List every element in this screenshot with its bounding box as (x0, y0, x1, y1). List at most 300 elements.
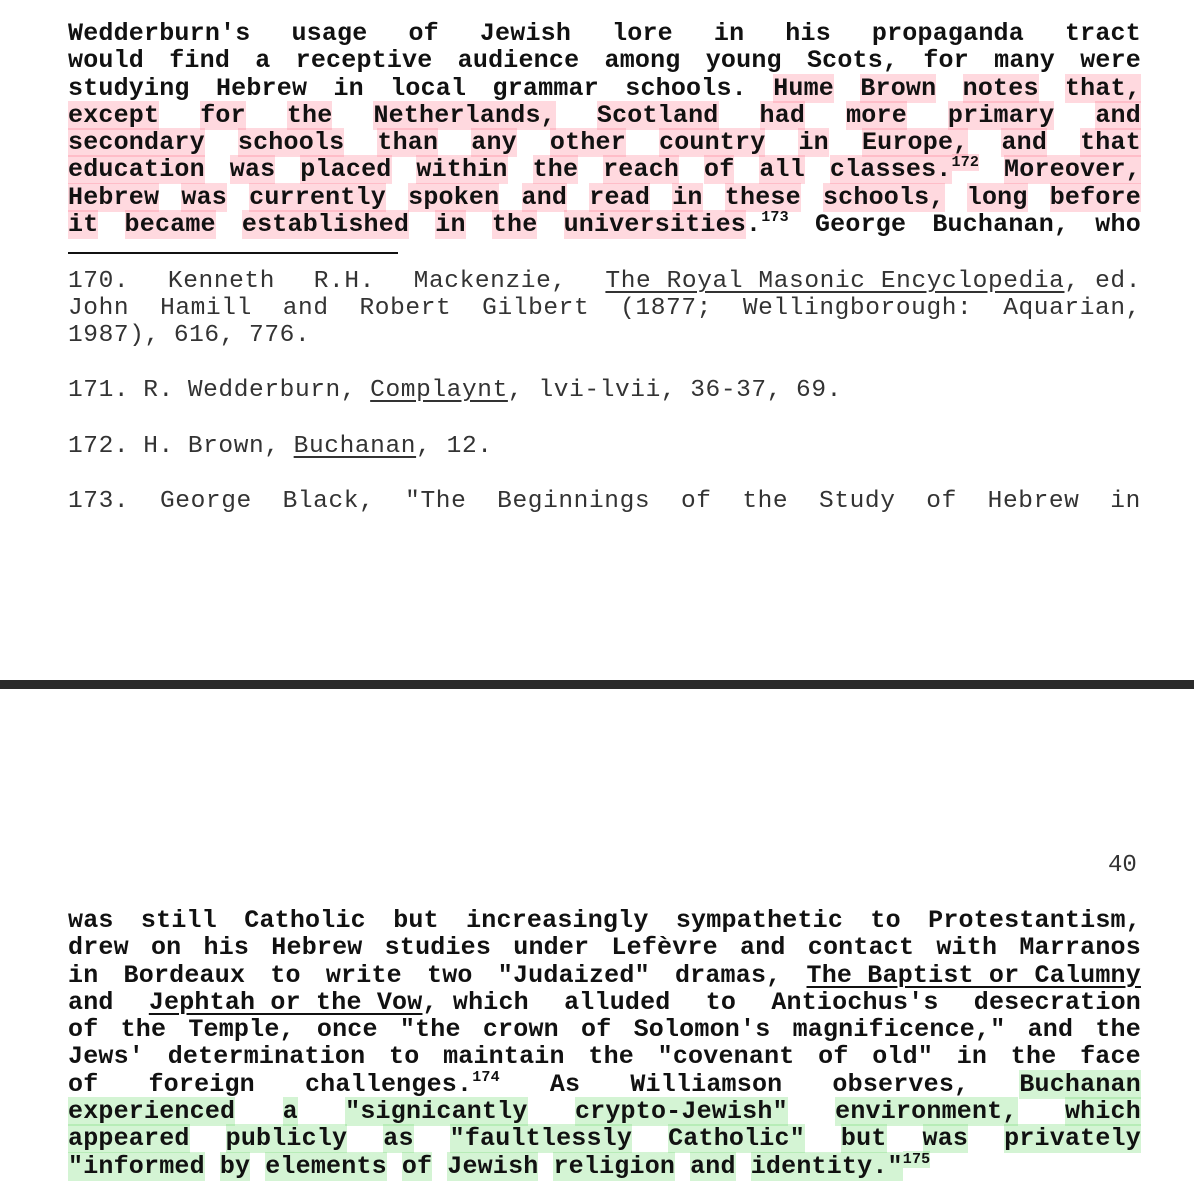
word (238, 129, 344, 156)
word-text: Netherlands, (373, 100, 556, 130)
word (68, 962, 98, 989)
word (68, 1125, 190, 1152)
word (220, 1153, 250, 1180)
word-text: was (181, 182, 227, 212)
word (283, 488, 375, 515)
word (68, 156, 205, 183)
word-text: contact (807, 933, 915, 963)
word-text: of (581, 1015, 612, 1045)
word (672, 184, 702, 211)
word (1080, 1043, 1141, 1070)
word (589, 184, 650, 211)
word (1095, 1016, 1141, 1043)
word-text: (1877; (620, 295, 712, 322)
text-line (68, 184, 1141, 211)
word (498, 962, 650, 989)
word (68, 1071, 98, 1098)
word (564, 211, 789, 238)
word (668, 1125, 805, 1152)
word (296, 47, 433, 74)
word (785, 20, 831, 47)
word-text: the (1010, 1042, 1057, 1072)
word (68, 433, 129, 460)
word-text: all (759, 155, 805, 185)
word-text: to (270, 960, 301, 990)
text-line (68, 907, 1141, 934)
word (68, 295, 129, 322)
word-text: Buchanan, (932, 210, 1070, 240)
footnote-marker: 172 (951, 154, 980, 172)
word-text: Solomon's (633, 1015, 771, 1045)
word (659, 129, 765, 156)
text-line (68, 488, 1141, 515)
word (68, 1153, 205, 1180)
underlined-title: Buchanan (293, 433, 417, 460)
word-text: 1987), (68, 322, 160, 349)
text-line (68, 129, 1141, 156)
word-text: many (994, 46, 1055, 76)
word-text: alluded (564, 987, 671, 1017)
word-text: to (389, 1042, 420, 1072)
word (188, 433, 280, 460)
word (360, 295, 452, 322)
word-text: elements (265, 1151, 387, 1181)
word (68, 102, 159, 129)
word (181, 184, 227, 211)
word-text: propaganda (871, 19, 1024, 48)
word-text: to (870, 906, 901, 935)
word (832, 1071, 969, 1098)
word (482, 295, 589, 322)
word (416, 156, 507, 183)
text-line (68, 1016, 1141, 1043)
word-text: country (659, 128, 766, 158)
word-text: in (672, 182, 703, 212)
word-text: more (846, 100, 907, 130)
word-text: any (471, 128, 517, 158)
word-text: , ed. (1064, 268, 1141, 295)
word (581, 1016, 611, 1043)
word (427, 962, 473, 989)
word (244, 907, 366, 934)
word-text: was (229, 155, 276, 185)
word (480, 20, 571, 47)
word-text: as (383, 1124, 414, 1154)
footnote-170 (68, 268, 1141, 349)
word (408, 20, 438, 47)
word (68, 488, 129, 515)
word-text: "The (405, 488, 467, 515)
word-text: and (521, 182, 568, 212)
word-text: his (785, 19, 831, 48)
word (808, 934, 914, 961)
word-text: Jewish (479, 19, 572, 48)
word (743, 295, 973, 322)
underlined-title: Complaynt (370, 377, 508, 404)
word (385, 934, 491, 961)
word-text: George (159, 488, 252, 515)
word (550, 1071, 580, 1098)
word-text: a (255, 46, 271, 76)
text-line (68, 268, 1141, 295)
word (553, 1153, 675, 1180)
word (796, 377, 842, 404)
word-text: "the (399, 1015, 461, 1045)
word-text: read (589, 182, 651, 212)
word (450, 1125, 632, 1152)
word-text: with (936, 933, 998, 963)
word (242, 211, 409, 238)
underlined-title: The Baptist or Calumny (806, 960, 1141, 990)
word-text: established (241, 210, 410, 240)
word (1080, 47, 1141, 74)
word-text: George (814, 210, 907, 240)
word (143, 433, 174, 460)
word-text: currently (249, 182, 386, 212)
word (435, 211, 465, 238)
word-text: H. (143, 433, 174, 460)
word (405, 488, 466, 515)
word (936, 934, 997, 961)
text-line (68, 20, 1141, 47)
word-text: environment, (835, 1097, 1018, 1127)
word (928, 907, 1141, 934)
word (151, 934, 181, 961)
word-text: and (1001, 128, 1048, 158)
word-text: of (408, 19, 439, 48)
word-text: two (427, 960, 473, 990)
word (333, 75, 363, 102)
word-text: except (68, 100, 160, 130)
word-text: in (713, 19, 745, 48)
word (408, 184, 499, 211)
word (597, 102, 719, 129)
word-text: Black, (282, 488, 375, 515)
word (690, 377, 782, 404)
word (393, 907, 439, 934)
word (605, 47, 681, 74)
word-text: Aquarian, (1003, 295, 1141, 322)
word-text: universities (563, 210, 747, 240)
word (447, 1153, 538, 1180)
word (860, 75, 936, 102)
text-line (68, 75, 1141, 102)
word (471, 129, 517, 156)
word (1095, 102, 1141, 129)
top-body-paragraph (68, 20, 1141, 238)
word (141, 907, 217, 934)
word (68, 211, 98, 238)
word (675, 962, 781, 989)
word (1065, 1098, 1141, 1125)
text-line (68, 377, 1141, 404)
word-text: but (393, 906, 439, 935)
word (160, 295, 252, 322)
word-text: local (390, 73, 467, 103)
word (835, 1098, 1017, 1125)
word (200, 102, 246, 129)
word (841, 1125, 887, 1152)
word-text: Catholic (244, 906, 366, 935)
word-text: still (140, 906, 217, 935)
word (740, 934, 786, 961)
word (926, 488, 957, 515)
word (513, 934, 589, 961)
word-text: young (705, 46, 782, 76)
word (923, 1125, 969, 1152)
text-line (68, 1068, 1141, 1099)
word-text: Robert (359, 295, 452, 322)
word (283, 1098, 298, 1125)
word-text: R. (143, 377, 174, 404)
word (443, 1043, 565, 1070)
word-text: in (956, 1042, 988, 1072)
word (143, 377, 174, 404)
word (188, 377, 356, 404)
word-text: which (1064, 1097, 1141, 1127)
word-text: notes (962, 73, 1039, 103)
word-text: Temple, (188, 1015, 295, 1045)
footnote-separator (68, 252, 398, 254)
word-text: to (705, 987, 737, 1017)
word-text: within (416, 155, 508, 185)
word (271, 934, 362, 961)
word-text: became (124, 210, 216, 240)
page-break-divider (0, 680, 1194, 689)
word-text: had (759, 100, 806, 130)
word (1080, 129, 1141, 156)
word-text: Jews' (68, 1042, 145, 1072)
word (174, 322, 235, 349)
word (68, 184, 159, 211)
word (612, 20, 673, 47)
word (742, 488, 788, 515)
word (771, 989, 938, 1016)
word-text: sympathetic (675, 906, 844, 935)
word-text: reach (603, 155, 680, 185)
word (1019, 934, 1141, 961)
word (793, 1016, 1006, 1043)
word-text: of (926, 488, 957, 515)
word-text: magnificence," (792, 1015, 1006, 1045)
word (326, 962, 402, 989)
word (872, 1043, 933, 1070)
word-text: religion (553, 1151, 676, 1181)
word-text: maintain (443, 1042, 565, 1072)
word-text: the (532, 155, 579, 185)
word (704, 156, 734, 183)
word-text: under (513, 933, 590, 963)
word-text: Beginnings (497, 488, 651, 515)
word-text: desecration (973, 987, 1141, 1017)
word (798, 129, 828, 156)
underlined-title: Jephtah or the Vow (148, 987, 423, 1017)
word (389, 1043, 419, 1070)
word (68, 129, 205, 156)
word-text: Scots, (806, 46, 899, 76)
word (1004, 1125, 1141, 1152)
word-text: Hebrew (987, 488, 1080, 515)
word-text: studying (68, 73, 190, 103)
text-line (68, 962, 1141, 989)
text-line (68, 102, 1141, 129)
word (168, 1043, 366, 1070)
word (68, 1016, 98, 1043)
word-text: tract (1064, 19, 1141, 48)
word-text: R.H. (313, 268, 375, 295)
word (630, 1071, 782, 1098)
word (390, 75, 466, 102)
word (1065, 75, 1141, 102)
word-text: crypto-Jewish" (574, 1097, 788, 1127)
word (249, 322, 310, 349)
word (317, 1016, 378, 1043)
word (620, 295, 712, 322)
word (760, 102, 806, 129)
word-text: on (150, 933, 182, 963)
word (458, 47, 580, 74)
word-text: challenges. (304, 1069, 473, 1099)
text-line (68, 1125, 1141, 1152)
word-text: that, (1064, 73, 1141, 103)
word (216, 75, 307, 102)
word-text: audience (457, 46, 580, 76)
word-text: who (1095, 210, 1141, 240)
word-text: and (1095, 100, 1141, 130)
word (625, 75, 747, 102)
word-text: write (325, 960, 402, 990)
word-text: schools. (625, 73, 747, 103)
word (967, 184, 1028, 211)
word-text: 171. (68, 377, 130, 404)
word (1004, 156, 1141, 183)
word-text: 616, (173, 322, 236, 349)
word-text: appeared (68, 1124, 190, 1154)
word-text: "faultlessly (449, 1124, 633, 1154)
word (68, 1098, 235, 1125)
word-text: the (742, 488, 789, 515)
word-text: Williamson (630, 1069, 783, 1099)
word-text: secondary (68, 128, 205, 158)
word-text: 172. (68, 433, 130, 460)
word-text: , which (422, 987, 529, 1017)
word (819, 488, 896, 515)
footnote-marker: 174 (472, 1068, 500, 1086)
word-text: Hamill (160, 295, 252, 322)
word-text: studies (384, 933, 492, 963)
word (283, 295, 329, 322)
word-text: his (203, 933, 250, 963)
word (68, 934, 129, 961)
word (265, 1153, 387, 1180)
word-text: among (604, 46, 681, 76)
word-text: that (1080, 128, 1141, 158)
word-text: observes, (832, 1069, 970, 1099)
word (121, 1016, 167, 1043)
word (1050, 184, 1141, 211)
word (923, 47, 969, 74)
word (1110, 488, 1141, 515)
word (1065, 20, 1141, 47)
word-text: for (200, 100, 246, 130)
word-text: publicly (225, 1124, 348, 1154)
word (533, 156, 579, 183)
word-text: by (219, 1151, 251, 1181)
footnote-173 (68, 488, 1141, 515)
word-text: Buchanan (1019, 1069, 1141, 1099)
word-text: Kenneth (167, 268, 276, 295)
word (402, 1153, 432, 1180)
word (493, 75, 599, 102)
word-text: long (966, 182, 1028, 212)
word-text: a (282, 1097, 298, 1127)
word (249, 184, 386, 211)
footnote-172 (68, 433, 1141, 460)
word (497, 488, 650, 515)
word-text: Europe, (861, 128, 969, 158)
word (400, 1016, 461, 1043)
word (68, 47, 144, 74)
word-text: in (68, 960, 99, 990)
word-text: Wellingborough: (742, 295, 973, 322)
word-text: Brown, (187, 433, 280, 460)
word (466, 907, 648, 934)
word-text: of (68, 1015, 99, 1045)
word-text: Study (819, 488, 896, 515)
footnote-171 (68, 377, 1141, 404)
word (750, 1150, 931, 1181)
word (287, 102, 333, 129)
word-text: education (68, 155, 205, 185)
text-line (68, 934, 1141, 961)
word (957, 1043, 987, 1070)
word (314, 268, 375, 295)
word (870, 907, 900, 934)
word (1001, 129, 1047, 156)
word-text: but (840, 1124, 887, 1154)
word (564, 989, 670, 1016)
word (291, 20, 367, 47)
word (68, 377, 129, 404)
word (634, 1016, 771, 1043)
text-line (68, 433, 1141, 460)
word-text: determination (167, 1042, 366, 1072)
word (815, 211, 906, 238)
word (807, 962, 1141, 989)
word-text: schools (237, 128, 345, 158)
word-text: Hebrew (68, 182, 160, 212)
word-text: for (923, 46, 969, 76)
word (1028, 1016, 1074, 1043)
word-text: of (401, 1151, 433, 1181)
word (414, 268, 567, 295)
word-text: Wedderburn, (187, 377, 357, 404)
word-text: of (68, 1069, 99, 1099)
word (588, 1043, 634, 1070)
word (522, 184, 568, 211)
word (550, 129, 626, 156)
text-line (68, 1150, 1141, 1181)
word-text: Lefèvre (611, 933, 718, 963)
word-text: usage (291, 19, 368, 48)
word (807, 47, 898, 74)
footnote-marker: 175 (902, 1150, 931, 1168)
word (830, 156, 979, 183)
word-text: "covenant (657, 1042, 795, 1072)
text-line (68, 156, 1141, 183)
word (300, 156, 391, 183)
word (988, 488, 1080, 515)
